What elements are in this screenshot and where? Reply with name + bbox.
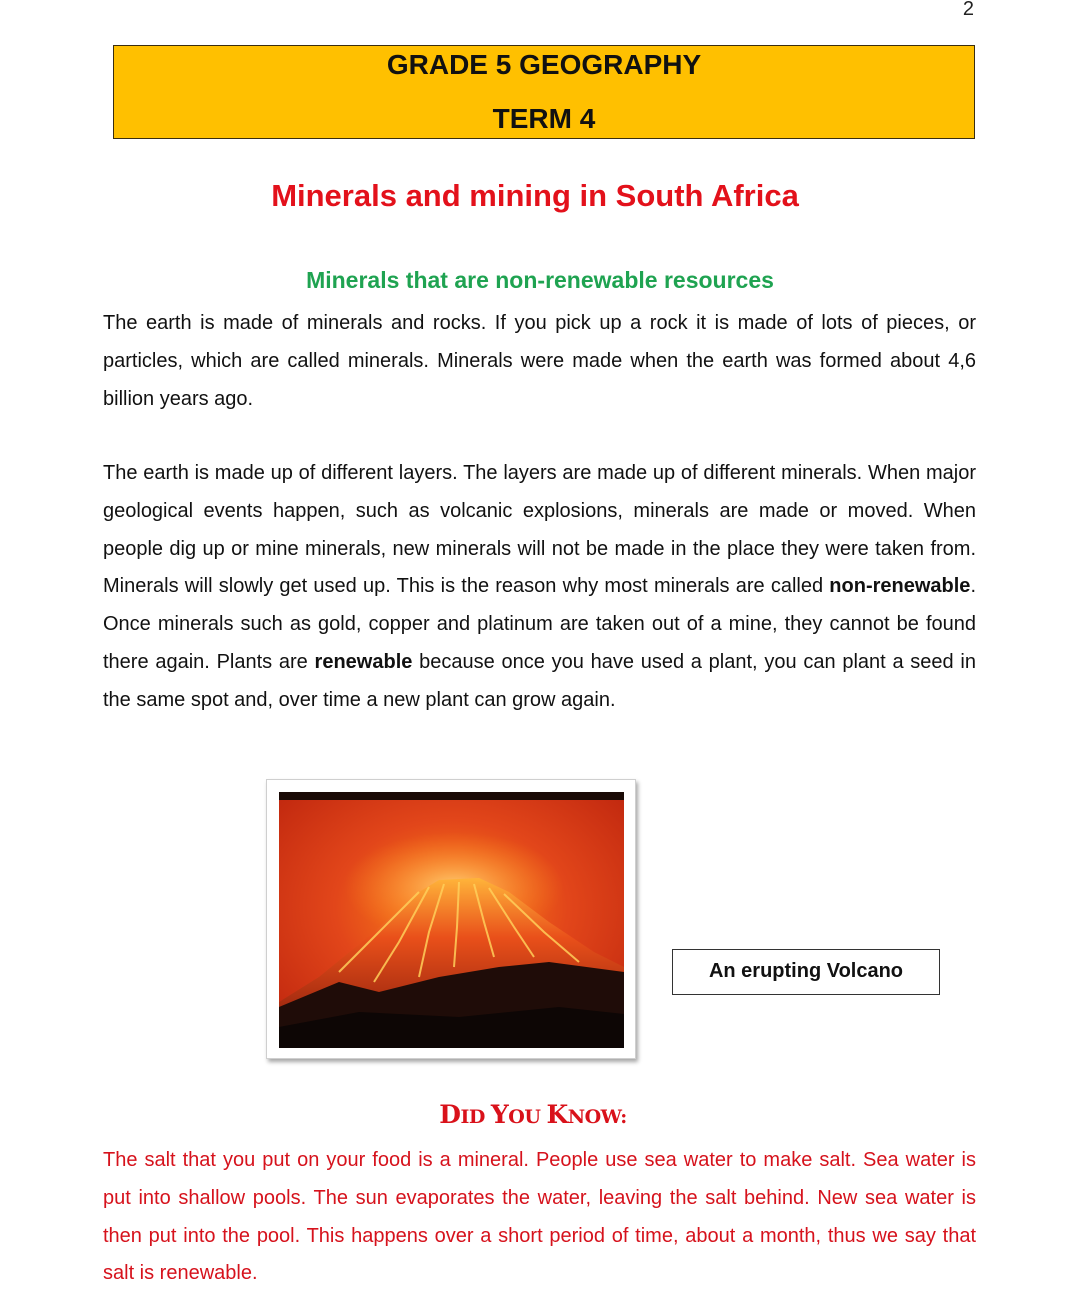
heading-text: ID <box>460 1106 491 1128</box>
term-heading: TERM 4 <box>492 103 596 134</box>
heading-initial: K <box>546 1100 568 1129</box>
page-title: Minerals and mining in South Africa <box>271 178 799 213</box>
volcano-image <box>279 792 624 1048</box>
grade-term-banner <box>113 45 975 139</box>
page-number: 2 <box>962 0 974 20</box>
paragraph-text: The earth is made up of different layers. The layers are made up of different minerals. When major geological events happen, such as volcanic explosions, minerals are made or moved. When people dig up or mine minerals, new minerals will not be made in the place they were taken from. Minerals will slowly get used up. This is the reason why most minerals are called <box>103 462 976 598</box>
paragraph-text: because once you have used a plant, you can plant a seed in the same spot and, over time a new plant can grow again. <box>103 650 976 711</box>
heading-text: OU <box>508 1106 547 1128</box>
heading-text: NOW: <box>567 1106 627 1128</box>
heading-initial: Y <box>490 1100 509 1129</box>
did-you-know-heading <box>0 1100 1080 1129</box>
layers-paragraph <box>103 455 976 720</box>
grade-subject-heading: GRADE 5 GEOGRAPHY <box>386 49 702 80</box>
term-non-renewable: non-renewable <box>829 575 971 598</box>
intro-paragraph: The earth is made of minerals and rocks. If you pick up a rock it is made of lots of pieces, or particles, which are called minerals. Minerals were made when the earth was formed about 4,6 billion years ago. <box>103 312 976 410</box>
figure-caption: An erupting Volcano <box>672 949 940 995</box>
term-renewable: renewable <box>314 650 413 673</box>
section-heading: Minerals that are non-renewable resources <box>306 267 774 293</box>
paragraph-text: . Once minerals such as gold, copper and platinum are taken out of a mine, they cannot be found there again. Plants are <box>103 575 976 673</box>
volcano-photo-frame <box>266 779 636 1059</box>
heading-initial: D <box>439 1100 461 1129</box>
did-you-know-text: The salt that you put on your food is a mineral. People use sea water to make salt. Sea water is put into shallow pools. The sun evaporates the water, leaving the salt behind. New sea water is then put into the pool. This happens over a short period of time, about a month, thus we say that salt is renewable. <box>103 1149 976 1285</box>
volcano-illustration <box>279 792 624 1048</box>
